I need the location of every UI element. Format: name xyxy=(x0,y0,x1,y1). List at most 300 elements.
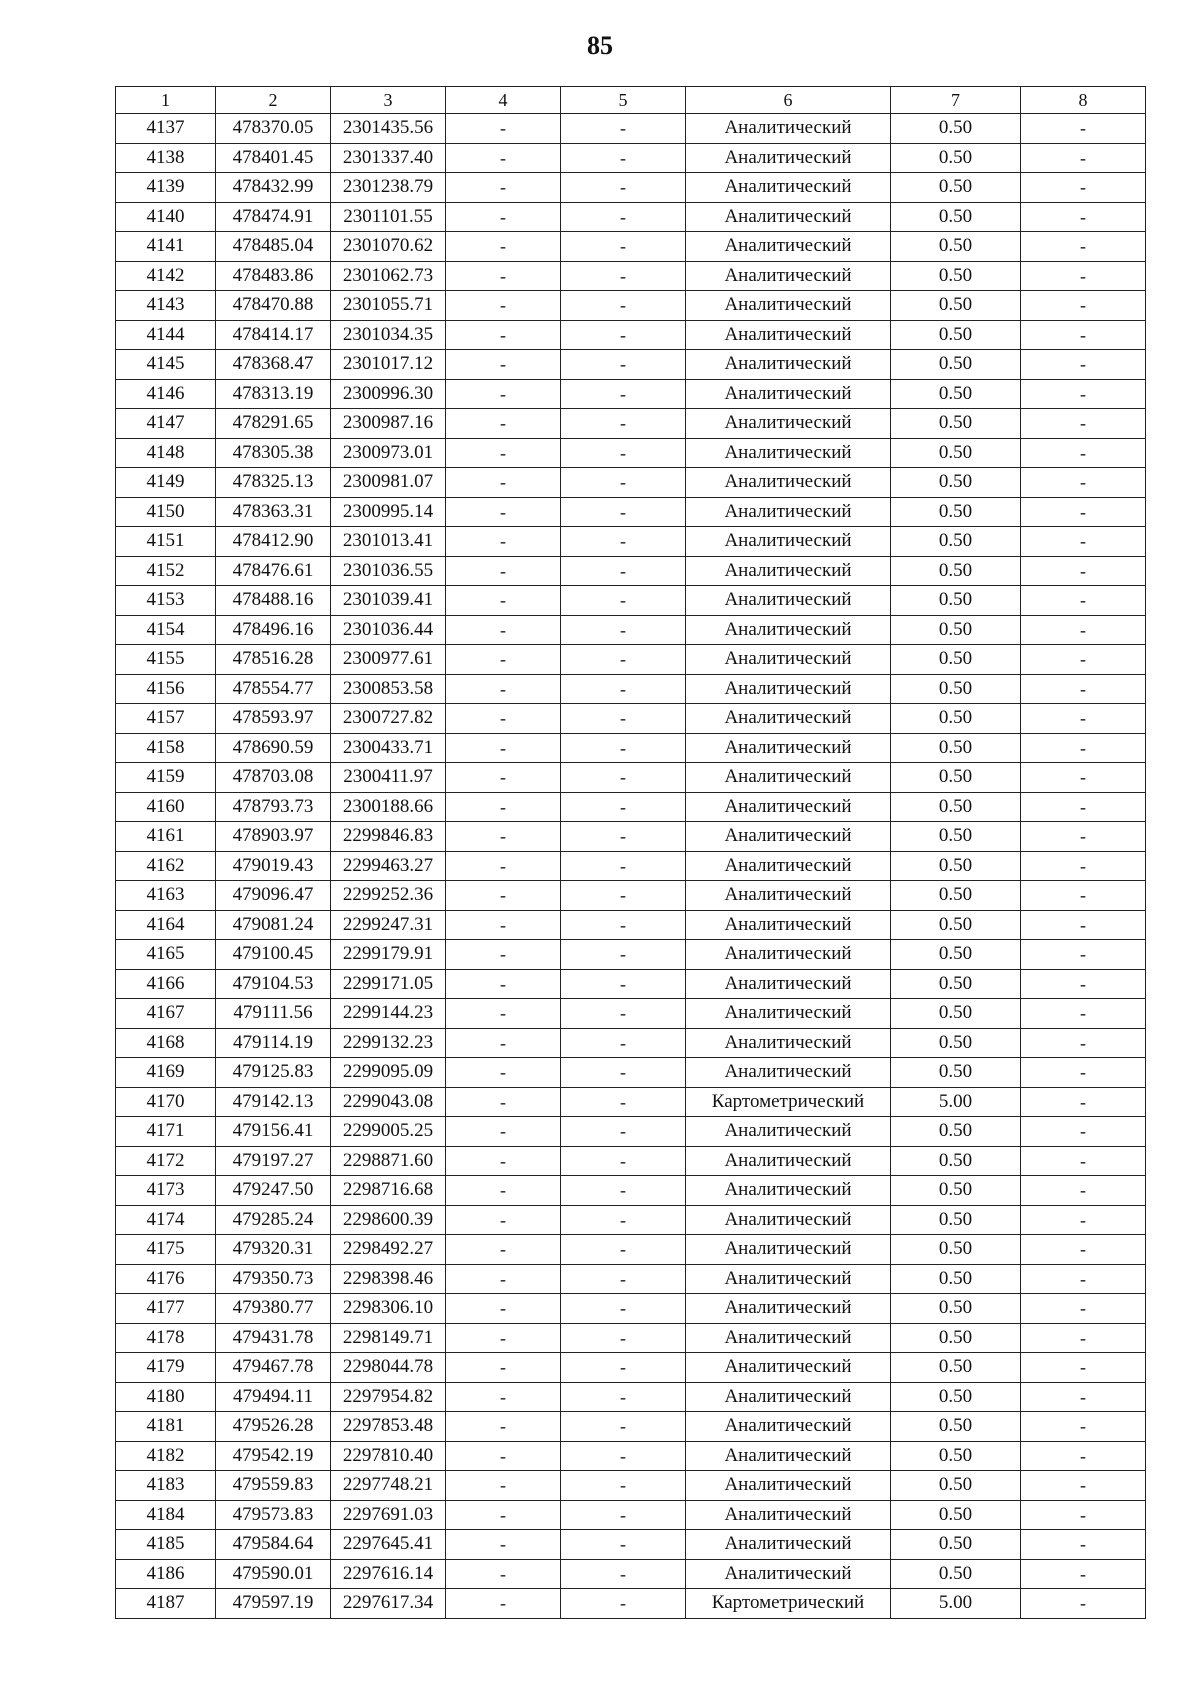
method: Аналитический xyxy=(686,822,891,852)
col-5-value: - xyxy=(561,1530,686,1560)
y-coordinate: 2301062.73 xyxy=(331,261,446,291)
table-row xyxy=(116,615,1146,645)
point-number: 4152 xyxy=(116,556,216,586)
accuracy: 5.00 xyxy=(891,1087,1021,1117)
table-row xyxy=(116,1235,1146,1265)
method: Аналитический xyxy=(686,1471,891,1501)
y-coordinate: 2297954.82 xyxy=(331,1382,446,1412)
col-4-value: - xyxy=(446,1353,561,1383)
method: Аналитический xyxy=(686,468,891,498)
point-number: 4157 xyxy=(116,704,216,734)
y-coordinate: 2301070.62 xyxy=(331,232,446,262)
table-row xyxy=(116,379,1146,409)
point-number: 4185 xyxy=(116,1530,216,1560)
x-coordinate: 479285.24 xyxy=(216,1205,331,1235)
table-row xyxy=(116,320,1146,350)
col-4-value: - xyxy=(446,527,561,557)
col-4-value: - xyxy=(446,1294,561,1324)
method: Аналитический xyxy=(686,379,891,409)
accuracy: 0.50 xyxy=(891,1294,1021,1324)
table-row xyxy=(116,232,1146,262)
col-8-value: - xyxy=(1021,733,1146,763)
column-header: 4 xyxy=(446,87,561,114)
col-5-value: - xyxy=(561,1146,686,1176)
y-coordinate: 2298716.68 xyxy=(331,1176,446,1206)
col-4-value: - xyxy=(446,586,561,616)
point-number: 4178 xyxy=(116,1323,216,1353)
accuracy: 0.50 xyxy=(891,114,1021,144)
col-5-value: - xyxy=(561,1589,686,1619)
table-row xyxy=(116,881,1146,911)
accuracy: 0.50 xyxy=(891,202,1021,232)
col-8-value: - xyxy=(1021,1264,1146,1294)
col-8-value: - xyxy=(1021,763,1146,793)
point-number: 4168 xyxy=(116,1028,216,1058)
point-number: 4144 xyxy=(116,320,216,350)
method: Аналитический xyxy=(686,556,891,586)
point-number: 4139 xyxy=(116,173,216,203)
x-coordinate: 478485.04 xyxy=(216,232,331,262)
col-8-value: - xyxy=(1021,910,1146,940)
col-8-value: - xyxy=(1021,556,1146,586)
col-8-value: - xyxy=(1021,1530,1146,1560)
table-row xyxy=(116,674,1146,704)
table-row xyxy=(116,202,1146,232)
x-coordinate: 478516.28 xyxy=(216,645,331,675)
col-4-value: - xyxy=(446,1323,561,1353)
col-5-value: - xyxy=(561,379,686,409)
table-row xyxy=(116,1264,1146,1294)
col-8-value: - xyxy=(1021,527,1146,557)
table-row xyxy=(116,1412,1146,1442)
table-row xyxy=(116,1146,1146,1176)
table-row xyxy=(116,1530,1146,1560)
y-coordinate: 2301101.55 xyxy=(331,202,446,232)
method: Аналитический xyxy=(686,1559,891,1589)
table-row xyxy=(116,822,1146,852)
table-row xyxy=(116,969,1146,999)
y-coordinate: 2300996.30 xyxy=(331,379,446,409)
method: Аналитический xyxy=(686,173,891,203)
accuracy: 0.50 xyxy=(891,940,1021,970)
accuracy: 0.50 xyxy=(891,645,1021,675)
method: Картометрический xyxy=(686,1589,891,1619)
accuracy: 0.50 xyxy=(891,1471,1021,1501)
table-row xyxy=(116,1323,1146,1353)
x-coordinate: 479542.19 xyxy=(216,1441,331,1471)
table-row xyxy=(116,1382,1146,1412)
method: Аналитический xyxy=(686,674,891,704)
point-number: 4140 xyxy=(116,202,216,232)
method: Аналитический xyxy=(686,202,891,232)
method: Аналитический xyxy=(686,143,891,173)
col-4-value: - xyxy=(446,202,561,232)
accuracy: 0.50 xyxy=(891,1412,1021,1442)
point-number: 4141 xyxy=(116,232,216,262)
y-coordinate: 2300853.58 xyxy=(331,674,446,704)
point-number: 4146 xyxy=(116,379,216,409)
accuracy: 0.50 xyxy=(891,674,1021,704)
table-row xyxy=(116,704,1146,734)
accuracy: 0.50 xyxy=(891,350,1021,380)
x-coordinate: 479590.01 xyxy=(216,1559,331,1589)
accuracy: 0.50 xyxy=(891,1176,1021,1206)
col-4-value: - xyxy=(446,143,561,173)
col-5-value: - xyxy=(561,1500,686,1530)
point-number: 4150 xyxy=(116,497,216,527)
x-coordinate: 478412.90 xyxy=(216,527,331,557)
y-coordinate: 2301036.44 xyxy=(331,615,446,645)
x-coordinate: 478368.47 xyxy=(216,350,331,380)
col-8-value: - xyxy=(1021,586,1146,616)
col-4-value: - xyxy=(446,350,561,380)
x-coordinate: 479096.47 xyxy=(216,881,331,911)
col-8-value: - xyxy=(1021,704,1146,734)
method: Аналитический xyxy=(686,1146,891,1176)
col-8-value: - xyxy=(1021,320,1146,350)
col-8-value: - xyxy=(1021,468,1146,498)
y-coordinate: 2297691.03 xyxy=(331,1500,446,1530)
col-5-value: - xyxy=(561,497,686,527)
y-coordinate: 2297645.41 xyxy=(331,1530,446,1560)
y-coordinate: 2301039.41 xyxy=(331,586,446,616)
x-coordinate: 478903.97 xyxy=(216,822,331,852)
x-coordinate: 478483.86 xyxy=(216,261,331,291)
x-coordinate: 478593.97 xyxy=(216,704,331,734)
method: Аналитический xyxy=(686,645,891,675)
x-coordinate: 479380.77 xyxy=(216,1294,331,1324)
method: Аналитический xyxy=(686,851,891,881)
col-4-value: - xyxy=(446,291,561,321)
col-8-value: - xyxy=(1021,645,1146,675)
col-4-value: - xyxy=(446,232,561,262)
col-4-value: - xyxy=(446,1530,561,1560)
col-5-value: - xyxy=(561,1382,686,1412)
y-coordinate: 2300973.01 xyxy=(331,438,446,468)
col-8-value: - xyxy=(1021,1294,1146,1324)
col-8-value: - xyxy=(1021,261,1146,291)
col-4-value: - xyxy=(446,1441,561,1471)
point-number: 4174 xyxy=(116,1205,216,1235)
col-4-value: - xyxy=(446,1205,561,1235)
col-8-value: - xyxy=(1021,851,1146,881)
col-5-value: - xyxy=(561,1264,686,1294)
point-number: 4186 xyxy=(116,1559,216,1589)
x-coordinate: 478401.45 xyxy=(216,143,331,173)
col-5-value: - xyxy=(561,350,686,380)
method: Аналитический xyxy=(686,615,891,645)
table-row xyxy=(116,1294,1146,1324)
col-8-value: - xyxy=(1021,438,1146,468)
method: Аналитический xyxy=(686,1530,891,1560)
method: Аналитический xyxy=(686,1205,891,1235)
coordinates-table xyxy=(115,86,1146,1619)
accuracy: 0.50 xyxy=(891,1382,1021,1412)
y-coordinate: 2298149.71 xyxy=(331,1323,446,1353)
table-row xyxy=(116,173,1146,203)
col-8-value: - xyxy=(1021,173,1146,203)
table-row xyxy=(116,468,1146,498)
col-5-value: - xyxy=(561,1087,686,1117)
col-8-value: - xyxy=(1021,999,1146,1029)
col-5-value: - xyxy=(561,674,686,704)
col-8-value: - xyxy=(1021,1058,1146,1088)
x-coordinate: 479104.53 xyxy=(216,969,331,999)
x-coordinate: 479494.11 xyxy=(216,1382,331,1412)
col-5-value: - xyxy=(561,527,686,557)
method: Аналитический xyxy=(686,792,891,822)
accuracy: 0.50 xyxy=(891,822,1021,852)
col-4-value: - xyxy=(446,851,561,881)
x-coordinate: 479573.83 xyxy=(216,1500,331,1530)
col-5-value: - xyxy=(561,320,686,350)
col-4-value: - xyxy=(446,438,561,468)
x-coordinate: 479247.50 xyxy=(216,1176,331,1206)
col-8-value: - xyxy=(1021,1441,1146,1471)
col-5-value: - xyxy=(561,1412,686,1442)
method: Аналитический xyxy=(686,527,891,557)
col-5-value: - xyxy=(561,1205,686,1235)
table-row xyxy=(116,940,1146,970)
col-4-value: - xyxy=(446,792,561,822)
column-header: 5 xyxy=(561,87,686,114)
x-coordinate: 479320.31 xyxy=(216,1235,331,1265)
point-number: 4182 xyxy=(116,1441,216,1471)
table-row xyxy=(116,261,1146,291)
point-number: 4177 xyxy=(116,1294,216,1324)
method: Аналитический xyxy=(686,1353,891,1383)
table-row xyxy=(116,114,1146,144)
method: Аналитический xyxy=(686,497,891,527)
col-5-value: - xyxy=(561,1294,686,1324)
col-8-value: - xyxy=(1021,1146,1146,1176)
method: Аналитический xyxy=(686,1176,891,1206)
point-number: 4161 xyxy=(116,822,216,852)
column-header: 6 xyxy=(686,87,891,114)
col-4-value: - xyxy=(446,1500,561,1530)
col-5-value: - xyxy=(561,1235,686,1265)
x-coordinate: 478432.99 xyxy=(216,173,331,203)
col-5-value: - xyxy=(561,1117,686,1147)
header-row xyxy=(116,87,1146,114)
point-number: 4171 xyxy=(116,1117,216,1147)
accuracy: 0.50 xyxy=(891,1353,1021,1383)
col-8-value: - xyxy=(1021,881,1146,911)
col-8-value: - xyxy=(1021,1205,1146,1235)
col-5-value: - xyxy=(561,1353,686,1383)
table-row xyxy=(116,438,1146,468)
col-4-value: - xyxy=(446,1412,561,1442)
accuracy: 0.50 xyxy=(891,468,1021,498)
method: Аналитический xyxy=(686,1028,891,1058)
col-4-value: - xyxy=(446,1058,561,1088)
y-coordinate: 2299252.36 xyxy=(331,881,446,911)
col-4-value: - xyxy=(446,1235,561,1265)
table-row xyxy=(116,733,1146,763)
y-coordinate: 2298600.39 xyxy=(331,1205,446,1235)
col-8-value: - xyxy=(1021,1353,1146,1383)
accuracy: 0.50 xyxy=(891,586,1021,616)
table-row xyxy=(116,527,1146,557)
accuracy: 0.50 xyxy=(891,792,1021,822)
y-coordinate: 2299179.91 xyxy=(331,940,446,970)
y-coordinate: 2301013.41 xyxy=(331,527,446,557)
accuracy: 0.50 xyxy=(891,881,1021,911)
y-coordinate: 2298871.60 xyxy=(331,1146,446,1176)
y-coordinate: 2299043.08 xyxy=(331,1087,446,1117)
x-coordinate: 479142.13 xyxy=(216,1087,331,1117)
column-header: 3 xyxy=(331,87,446,114)
method: Аналитический xyxy=(686,704,891,734)
method: Аналитический xyxy=(686,261,891,291)
method: Аналитический xyxy=(686,320,891,350)
column-header: 2 xyxy=(216,87,331,114)
point-number: 4145 xyxy=(116,350,216,380)
table-row xyxy=(116,1559,1146,1589)
accuracy: 0.50 xyxy=(891,438,1021,468)
accuracy: 0.50 xyxy=(891,379,1021,409)
table-row xyxy=(116,851,1146,881)
col-4-value: - xyxy=(446,556,561,586)
method: Аналитический xyxy=(686,1412,891,1442)
y-coordinate: 2299095.09 xyxy=(331,1058,446,1088)
point-number: 4170 xyxy=(116,1087,216,1117)
y-coordinate: 2301055.71 xyxy=(331,291,446,321)
col-4-value: - xyxy=(446,999,561,1029)
point-number: 4138 xyxy=(116,143,216,173)
x-coordinate: 478305.38 xyxy=(216,438,331,468)
x-coordinate: 479350.73 xyxy=(216,1264,331,1294)
table-row xyxy=(116,143,1146,173)
col-5-value: - xyxy=(561,468,686,498)
col-5-value: - xyxy=(561,1323,686,1353)
method: Аналитический xyxy=(686,1382,891,1412)
column-header: 8 xyxy=(1021,87,1146,114)
col-4-value: - xyxy=(446,1589,561,1619)
col-4-value: - xyxy=(446,704,561,734)
col-5-value: - xyxy=(561,114,686,144)
method: Аналитический xyxy=(686,1441,891,1471)
accuracy: 0.50 xyxy=(891,232,1021,262)
accuracy: 0.50 xyxy=(891,1058,1021,1088)
x-coordinate: 478470.88 xyxy=(216,291,331,321)
x-coordinate: 478363.31 xyxy=(216,497,331,527)
x-coordinate: 479125.83 xyxy=(216,1058,331,1088)
table-row xyxy=(116,497,1146,527)
x-coordinate: 479597.19 xyxy=(216,1589,331,1619)
col-5-value: - xyxy=(561,969,686,999)
col-4-value: - xyxy=(446,468,561,498)
method: Аналитический xyxy=(686,114,891,144)
x-coordinate: 478474.91 xyxy=(216,202,331,232)
col-4-value: - xyxy=(446,497,561,527)
y-coordinate: 2300977.61 xyxy=(331,645,446,675)
y-coordinate: 2298306.10 xyxy=(331,1294,446,1324)
col-5-value: - xyxy=(561,822,686,852)
x-coordinate: 478554.77 xyxy=(216,674,331,704)
y-coordinate: 2299247.31 xyxy=(331,910,446,940)
accuracy: 0.50 xyxy=(891,1441,1021,1471)
col-8-value: - xyxy=(1021,969,1146,999)
point-number: 4162 xyxy=(116,851,216,881)
col-4-value: - xyxy=(446,910,561,940)
column-header: 1 xyxy=(116,87,216,114)
accuracy: 0.50 xyxy=(891,1500,1021,1530)
y-coordinate: 2301017.12 xyxy=(331,350,446,380)
point-number: 4160 xyxy=(116,792,216,822)
y-coordinate: 2301337.40 xyxy=(331,143,446,173)
accuracy: 0.50 xyxy=(891,1323,1021,1353)
y-coordinate: 2298398.46 xyxy=(331,1264,446,1294)
col-4-value: - xyxy=(446,940,561,970)
col-8-value: - xyxy=(1021,202,1146,232)
col-4-value: - xyxy=(446,733,561,763)
col-5-value: - xyxy=(561,261,686,291)
method: Аналитический xyxy=(686,969,891,999)
point-number: 4187 xyxy=(116,1589,216,1619)
col-4-value: - xyxy=(446,1176,561,1206)
point-number: 4173 xyxy=(116,1176,216,1206)
accuracy: 0.50 xyxy=(891,1530,1021,1560)
col-5-value: - xyxy=(561,586,686,616)
accuracy: 0.50 xyxy=(891,969,1021,999)
col-4-value: - xyxy=(446,1559,561,1589)
table-body xyxy=(116,114,1146,1619)
method: Аналитический xyxy=(686,881,891,911)
x-coordinate: 478414.17 xyxy=(216,320,331,350)
col-5-value: - xyxy=(561,881,686,911)
y-coordinate: 2299132.23 xyxy=(331,1028,446,1058)
col-5-value: - xyxy=(561,1559,686,1589)
col-4-value: - xyxy=(446,1146,561,1176)
y-coordinate: 2300411.97 xyxy=(331,763,446,793)
col-5-value: - xyxy=(561,851,686,881)
point-number: 4175 xyxy=(116,1235,216,1265)
accuracy: 0.50 xyxy=(891,999,1021,1029)
col-4-value: - xyxy=(446,261,561,291)
col-8-value: - xyxy=(1021,1087,1146,1117)
point-number: 4148 xyxy=(116,438,216,468)
x-coordinate: 479559.83 xyxy=(216,1471,331,1501)
x-coordinate: 479197.27 xyxy=(216,1146,331,1176)
accuracy: 5.00 xyxy=(891,1589,1021,1619)
method: Аналитический xyxy=(686,1500,891,1530)
col-8-value: - xyxy=(1021,1500,1146,1530)
col-4-value: - xyxy=(446,1028,561,1058)
point-number: 4166 xyxy=(116,969,216,999)
col-8-value: - xyxy=(1021,232,1146,262)
col-5-value: - xyxy=(561,1441,686,1471)
accuracy: 0.50 xyxy=(891,1235,1021,1265)
point-number: 4149 xyxy=(116,468,216,498)
table-row xyxy=(116,792,1146,822)
col-5-value: - xyxy=(561,1028,686,1058)
table-header xyxy=(116,87,1146,114)
table-row xyxy=(116,763,1146,793)
col-5-value: - xyxy=(561,763,686,793)
col-8-value: - xyxy=(1021,1471,1146,1501)
method: Картометрический xyxy=(686,1087,891,1117)
point-number: 4181 xyxy=(116,1412,216,1442)
table-row xyxy=(116,1028,1146,1058)
col-5-value: - xyxy=(561,615,686,645)
point-number: 4176 xyxy=(116,1264,216,1294)
col-5-value: - xyxy=(561,1176,686,1206)
col-4-value: - xyxy=(446,881,561,911)
col-4-value: - xyxy=(446,1087,561,1117)
col-5-value: - xyxy=(561,704,686,734)
method: Аналитический xyxy=(686,1058,891,1088)
